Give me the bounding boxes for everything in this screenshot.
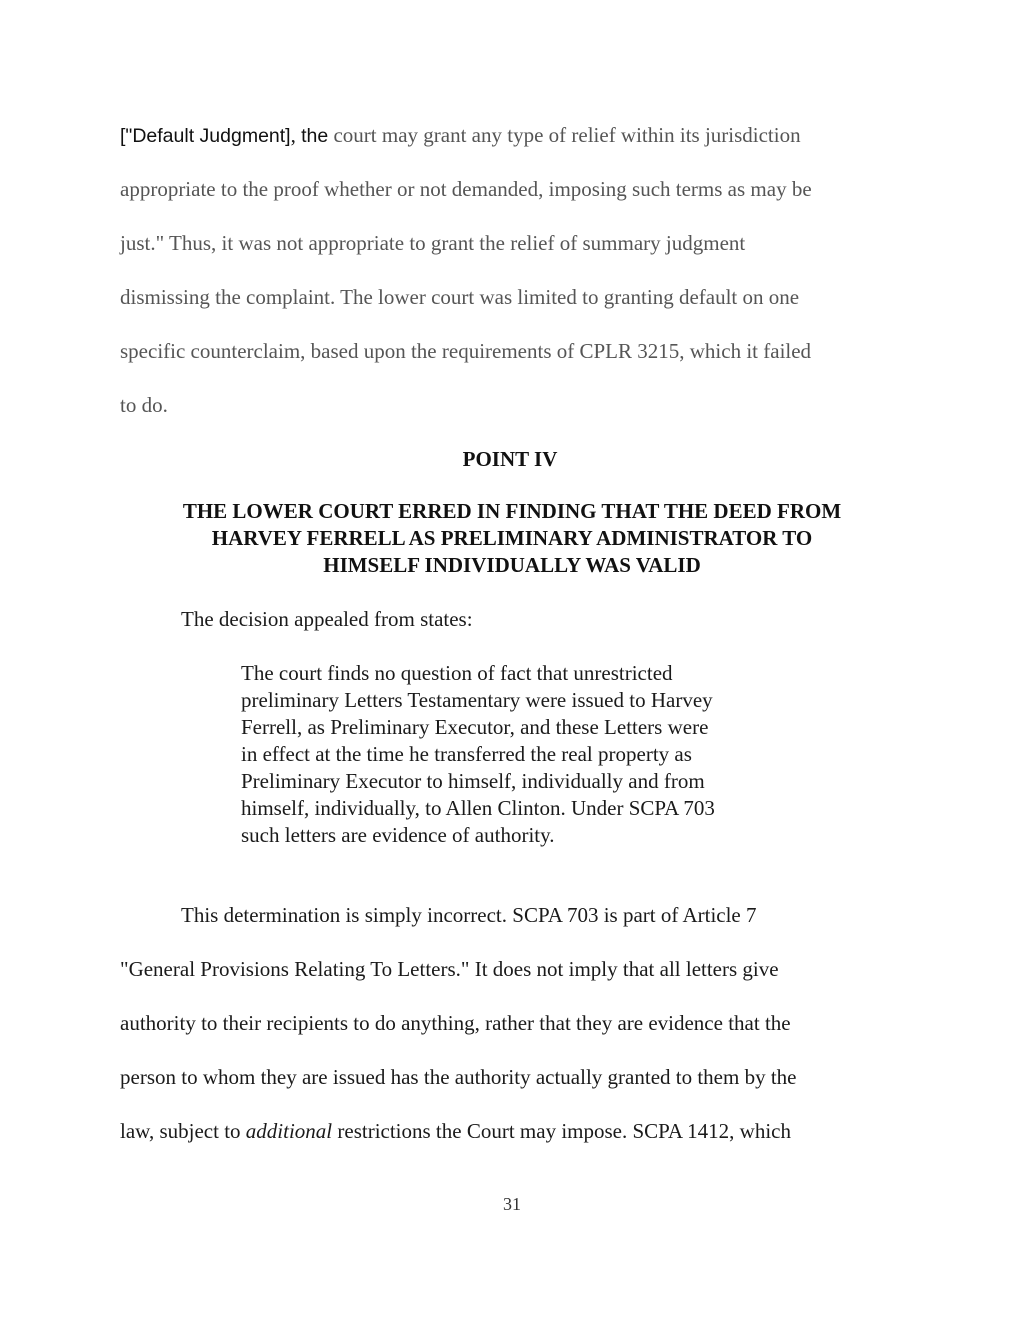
section-heading-line-3: HIMSELF INDIVIDUALLY WAS VALID [323, 553, 701, 577]
paragraph-2-line-5-before: law, subject to [120, 1119, 246, 1143]
block-quote-line-6: himself, individually, to Allen Clinton. Under SCPA 703 [241, 796, 715, 820]
paragraph-2-line-2: "General Provisions Relating To Letters." It does not imply that all letters give [120, 957, 779, 981]
point-heading: POINT IV [462, 447, 558, 471]
intro-text: The decision appealed from states: [181, 607, 473, 631]
block-quote-line-5: Preliminary Executor to himself, individually and from [241, 769, 705, 793]
comma-separator: , [290, 123, 302, 147]
section-heading-line-1: THE LOWER COURT ERRED IN FINDING THAT THE DEED FROM [182, 499, 842, 523]
paragraph-2-line-3: authority to their recipients to do anything, rather that they are evidence that the [120, 1011, 791, 1035]
page-number: 31 [503, 1194, 521, 1214]
emphasis-additional: additional [245, 1119, 333, 1143]
paragraph-1-line-5: specific counterclaim, based upon the requirements of CPLR 3215, which it failed [120, 339, 812, 363]
paragraph-2-line-5 [120, 1118, 791, 1144]
paragraph-1-line-1-rest: court may grant any type of relief within its jurisdiction [328, 123, 801, 147]
paragraph-2-line-4: person to whom they are issued has the authority actually granted to them by the [120, 1065, 797, 1089]
default-judgment-citation: ["Default Judgment] [120, 125, 291, 147]
paragraph-1-line-3: just." Thus, it was not appropriate to grant the relief of summary judgment [120, 231, 746, 255]
paragraph-1-line-2: appropriate to the proof whether or not demanded, imposing such terms as may be [120, 177, 812, 201]
paragraph-1-line-4: dismissing the complaint. The lower court was limited to granting default on one [120, 285, 800, 309]
block-quote-line-3: Ferrell, as Preliminary Executor, and these Letters were [241, 715, 709, 739]
block-quote-line-4: in effect at the time he transferred the real property as [241, 742, 692, 766]
paragraph-2-line-5-after: restrictions the Court may impose. SCPA 1412, which [332, 1119, 792, 1143]
the-word: the [301, 125, 329, 147]
section-heading-line-2: HARVEY FERRELL AS PRELIMINARY ADMINISTRATOR TO [211, 526, 813, 550]
paragraph-2-line-1: This determination is simply incorrect. SCPA 703 is part of Article 7 [181, 903, 757, 927]
block-quote-line-7: such letters are evidence of authority. [241, 823, 555, 847]
paragraph-1-line-6: to do. [120, 393, 168, 417]
block-quote-line-1: The court finds no question of fact that unrestricted [241, 661, 673, 685]
block-quote-line-2: preliminary Letters Testamentary were issued to Harvey [241, 688, 713, 712]
paragraph-1-line-1 [120, 122, 801, 149]
